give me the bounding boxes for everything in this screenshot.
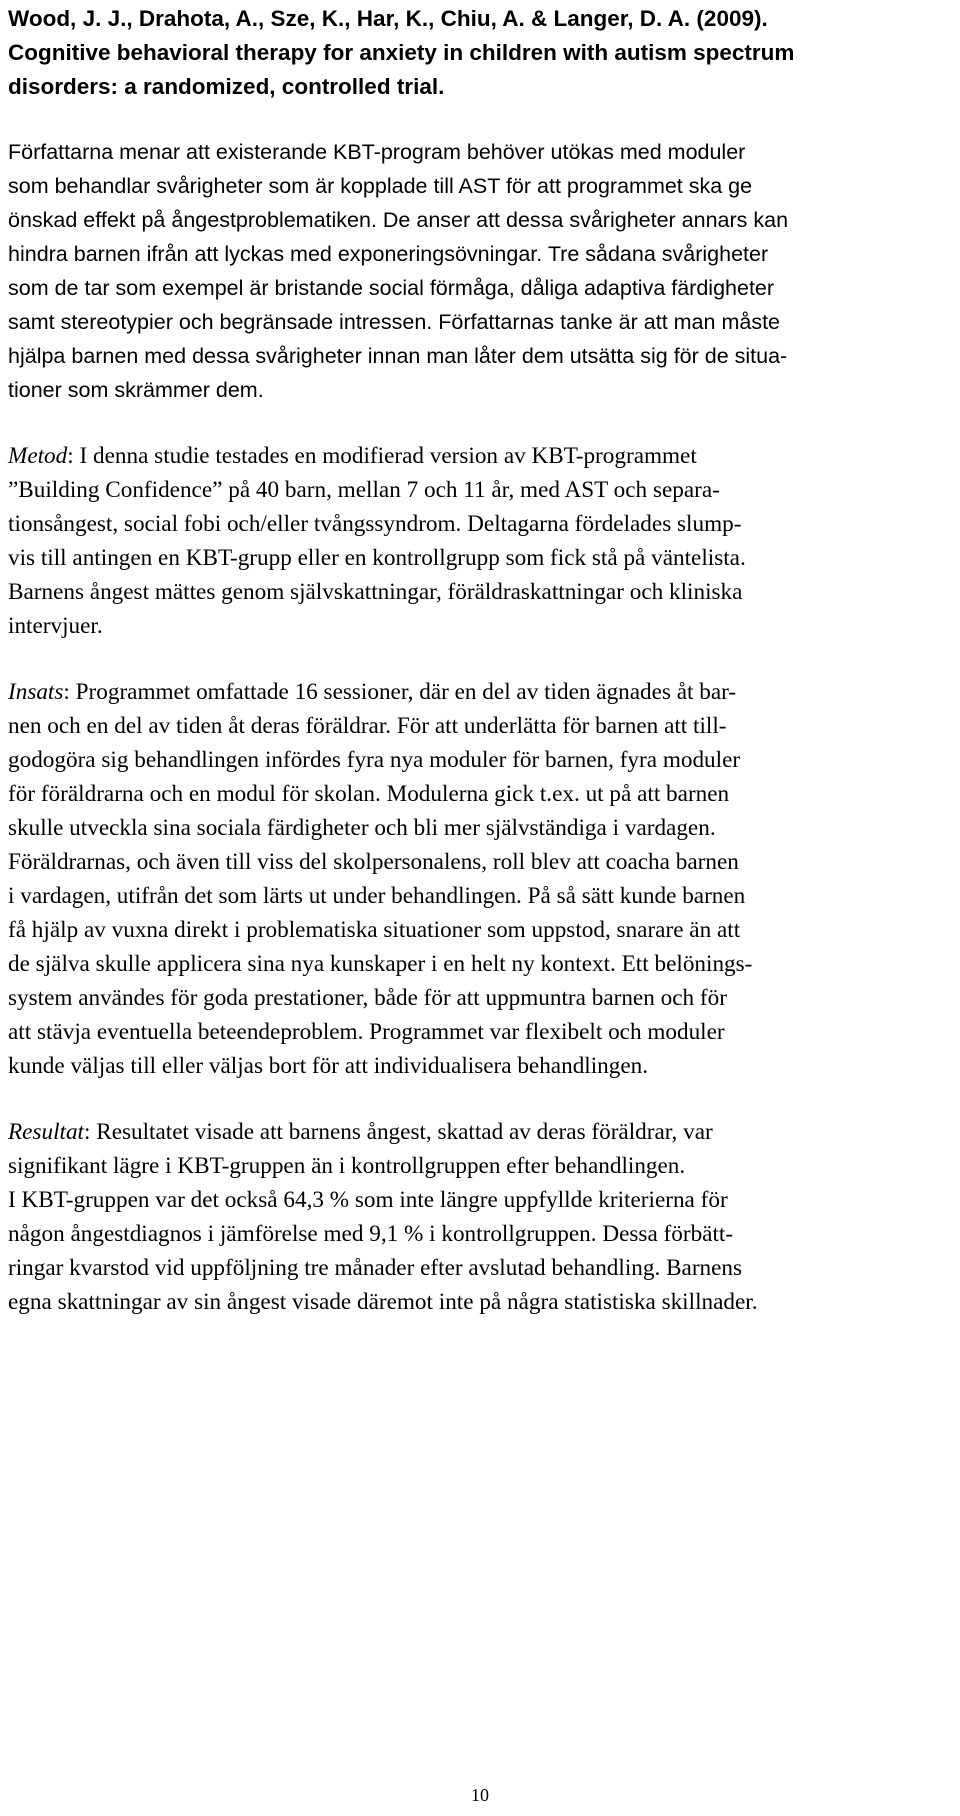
resultat-section [8,1115,956,1319]
resultat-line: någon ångestdiagnos i jämförelse med 9,1 % i kontrollgruppen. Dessa förbätt- [8,1221,734,1247]
reference-line: disorders: a randomized, controlled trial. [8,74,445,99]
intro-line: hjälpa barnen med dessa svårigheter innan man låter dem utsätta sig för de situa- [8,344,788,368]
insats-line: nen och en del av tiden åt deras föräldrar. För att underlätta för barnen att till- [8,713,727,739]
insats-line: kunde väljas till eller väljas bort för att individualisera behandlingen. [8,1053,649,1079]
intro-line: som behandlar svårigheter som är kopplade till AST för att programmet ska ge [8,174,753,198]
resultat-first-line [8,1115,956,1149]
metod-line: ”Building Confidence” på 40 barn, mellan 7 och 11 år, med AST och separa- [8,477,720,503]
intro-line: Författarna menar att existerande KBT-program behöver utökas med moduler [8,140,746,164]
resultat-line: egna skattningar av sin ångest visade däremot inte på några statistiska skillnader. [8,1289,758,1315]
document-page [8,0,956,1319]
page-number: 10 [471,1785,489,1805]
metod-line: tionsångest, social fobi och/eller tvångssyndrom. Deltagarna fördelades slump- [8,511,742,537]
metod-line: intervjuer. [8,613,103,639]
insats-line: de själva skulle applicera sina nya kunskaper i en helt ny kontext. Ett belönings- [8,951,753,977]
intro-paragraph [8,135,956,407]
insats-line: för föräldrarna och en modul för skolan. Modulerna gick t.ex. ut på att barnen [8,781,730,807]
insats-first-line-text: : Programmet omfattade 16 sessioner, där en del av tiden ägnades åt bar- [63,679,737,705]
insats-line: system användes för goda prestationer, både för att uppmuntra barnen och för [8,985,727,1011]
intro-line: som de tar som exempel är bristande social förmåga, dåliga adaptiva färdigheter [8,276,775,300]
metod-line: Barnens ångest mättes genom självskattningar, föräldraskattningar och kliniska [8,579,743,605]
metod-label: Metod [8,443,68,469]
insats-line: Föräldrarnas, och även till viss del skolpersonalens, roll blev att coacha barnen [8,849,739,875]
metod-first-line [8,439,956,473]
reference-line: Cognitive behavioral therapy for anxiety in children with autism spectrum [8,40,795,65]
insats-line: få hjälp av vuxna direkt i problematiska situationer som uppstod, snarare än att [8,917,741,943]
metod-first-line-text: : I denna studie testades en modifierad version av KBT-programmet [67,443,697,469]
insats-line: att stävja eventuella beteendeproblem. Programmet var flexibelt och moduler [8,1019,725,1045]
intro-line: samt stereotypier och begränsade intressen. Författarnas tanke är att man måste [8,310,780,334]
resultat-line: signifikant lägre i KBT-gruppen än i kontrollgruppen efter behandlingen. [8,1153,686,1179]
reference-heading [8,0,956,104]
insats-line: skulle utveckla sina sociala färdigheter och bli mer självständiga i vardagen. [8,815,716,841]
insats-section [8,675,956,1083]
resultat-line: ringar kvarstod vid uppföljning tre månader efter avslutad behandling. Barnens [8,1255,743,1281]
insats-first-line [8,675,956,709]
insats-line: i vardagen, utifrån det som lärts ut under behandlingen. På så sätt kunde barnen [8,883,746,909]
resultat-label: Resultat [8,1119,84,1145]
metod-line: vis till antingen en KBT-grupp eller en kontrollgrupp som fick stå på väntelista. [8,545,746,571]
metod-section [8,439,956,643]
reference-line: Wood, J. J., Drahota, A., Sze, K., Har, K., Chiu, A. & Langer, D. A. (2009). [8,6,768,31]
intro-line: önskad effekt på ångestproblematiken. De anser att dessa svårigheter annars kan [8,208,789,232]
resultat-line: I KBT-gruppen var det också 64,3 % som inte längre uppfyllde kriterierna för [8,1187,728,1213]
intro-line: hindra barnen ifrån att lyckas med exponeringsövningar. Tre sådana svårigheter [8,242,769,266]
insats-line: godogöra sig behandlingen infördes fyra nya moduler för barnen, fyra moduler [8,747,741,773]
intro-line: tioner som skrämmer dem. [8,378,264,402]
insats-label: Insats [8,679,64,705]
resultat-first-line-text: : Resultatet visade att barnens ångest, skattad av deras föräldrar, var [84,1119,713,1145]
